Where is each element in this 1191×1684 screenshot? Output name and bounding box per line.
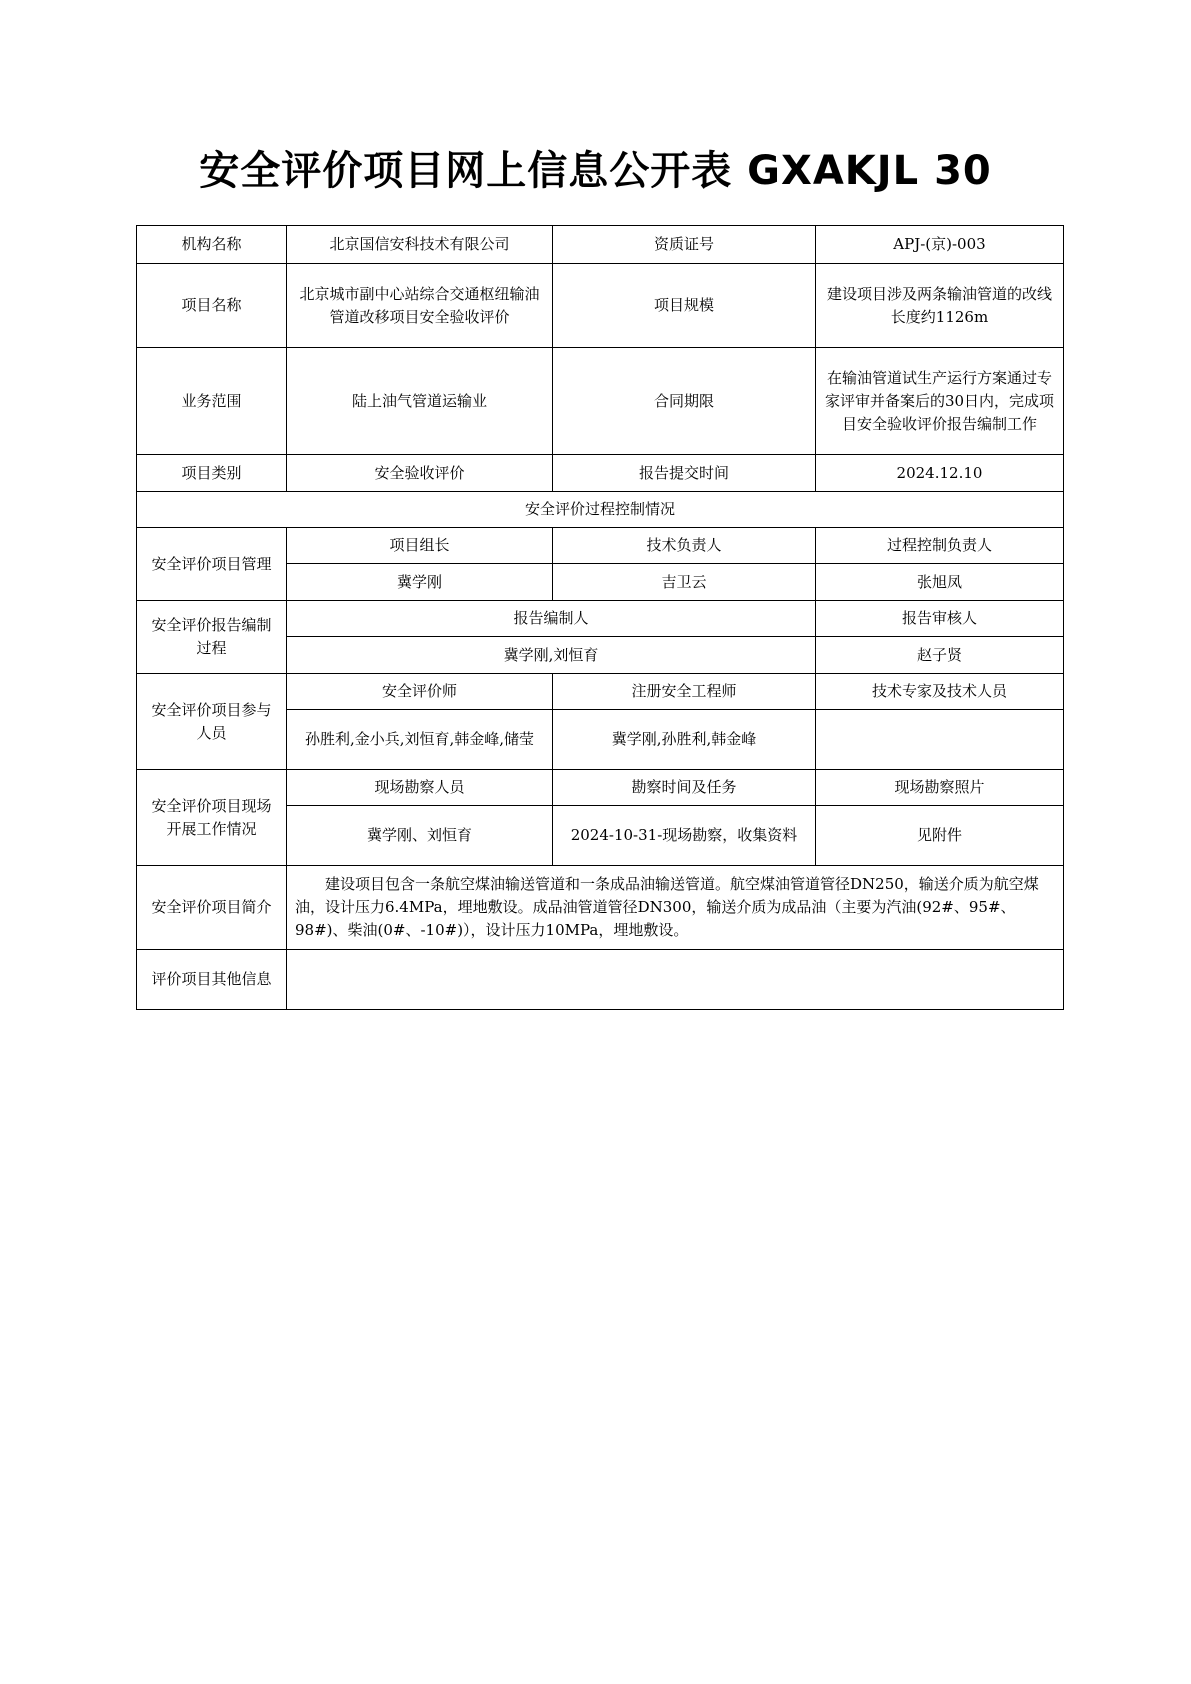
page-title: 安全评价项目网上信息公开表 GXAKJL 30 bbox=[199, 148, 992, 194]
site-value: 冀学刚、刘恒育 bbox=[287, 806, 553, 866]
site-value: 2024-10-31-现场勘察，收集资料 bbox=[553, 806, 816, 866]
participants-header: 注册安全工程师 bbox=[553, 674, 816, 710]
contract-label: 合同期限 bbox=[553, 348, 816, 455]
table-row bbox=[137, 348, 1064, 455]
table-row bbox=[137, 770, 1064, 806]
category-label: 项目类别 bbox=[137, 455, 287, 492]
brief-text: 建设项目包含一条航空煤油输送管道和一条成品油输送管道。航空煤油管道管径DN250，输送介质为航空煤油，设计压力6.4MPa，埋地敷设。成品油管道管径DN300，输送介质为成品油（主要为汽油(92#、95#、98#)、柴油(0#、-10#)），设计压力10MPa，埋地敷设。 bbox=[287, 866, 1064, 950]
table-row bbox=[137, 674, 1064, 710]
table-row bbox=[137, 866, 1064, 950]
participants-value: 冀学刚,孙胜利,韩金峰 bbox=[553, 710, 816, 770]
submit-label: 报告提交时间 bbox=[553, 455, 816, 492]
site-header: 现场勘察人员 bbox=[287, 770, 553, 806]
table-row bbox=[137, 492, 1064, 528]
cert-label: 资质证号 bbox=[553, 226, 816, 264]
management-value: 冀学刚 bbox=[287, 564, 553, 601]
participants-value: 孙胜利,金小兵,刘恒育,韩金峰,储莹 bbox=[287, 710, 553, 770]
cert-value: APJ-(京)-003 bbox=[816, 226, 1064, 264]
table-row bbox=[137, 950, 1064, 1010]
table-row bbox=[137, 455, 1064, 492]
scope-value: 陆上油气管道运输业 bbox=[287, 348, 553, 455]
report-value: 赵子贤 bbox=[816, 637, 1064, 674]
management-header: 项目组长 bbox=[287, 528, 553, 564]
site-header: 勘察时间及任务 bbox=[553, 770, 816, 806]
contract-value: 在输油管道试生产运行方案通过专家评审并备案后的30日内，完成项目安全验收评价报告编制工作 bbox=[816, 348, 1064, 455]
site-label: 安全评价项目现场开展工作情况 bbox=[137, 770, 287, 866]
site-value: 见附件 bbox=[816, 806, 1064, 866]
process-section-heading: 安全评价过程控制情况 bbox=[137, 492, 1064, 528]
submit-value: 2024.12.10 bbox=[816, 455, 1064, 492]
report-header: 报告审核人 bbox=[816, 601, 1064, 637]
org-label: 机构名称 bbox=[137, 226, 287, 264]
participants-value bbox=[816, 710, 1064, 770]
report-value: 冀学刚,刘恒育 bbox=[287, 637, 816, 674]
table-row bbox=[137, 264, 1064, 348]
table-row bbox=[137, 601, 1064, 637]
scale-value: 建设项目涉及两条输油管道的改线长度约1126m bbox=[816, 264, 1064, 348]
org-value: 北京国信安科技术有限公司 bbox=[287, 226, 553, 264]
management-header: 技术负责人 bbox=[553, 528, 816, 564]
management-value: 张旭凤 bbox=[816, 564, 1064, 601]
scope-label: 业务范围 bbox=[137, 348, 287, 455]
management-header: 过程控制负责人 bbox=[816, 528, 1064, 564]
other-label: 评价项目其他信息 bbox=[137, 950, 287, 1010]
participants-header: 安全评价师 bbox=[287, 674, 553, 710]
participants-label: 安全评价项目参与人员 bbox=[137, 674, 287, 770]
report-header: 报告编制人 bbox=[287, 601, 816, 637]
management-label: 安全评价项目管理 bbox=[137, 528, 287, 601]
table-row bbox=[137, 226, 1064, 264]
category-value: 安全验收评价 bbox=[287, 455, 553, 492]
brief-label: 安全评价项目简介 bbox=[137, 866, 287, 950]
other-value bbox=[287, 950, 1064, 1010]
project-name-label: 项目名称 bbox=[137, 264, 287, 348]
management-value: 吉卫云 bbox=[553, 564, 816, 601]
participants-header: 技术专家及技术人员 bbox=[816, 674, 1064, 710]
table-row bbox=[137, 528, 1064, 564]
site-header: 现场勘察照片 bbox=[816, 770, 1064, 806]
report-label: 安全评价报告编制过程 bbox=[137, 601, 287, 674]
project-name-value: 北京城市副中心站综合交通枢纽输油管道改移项目安全验收评价 bbox=[287, 264, 553, 348]
info-table bbox=[136, 225, 1064, 1010]
scale-label: 项目规模 bbox=[553, 264, 816, 348]
